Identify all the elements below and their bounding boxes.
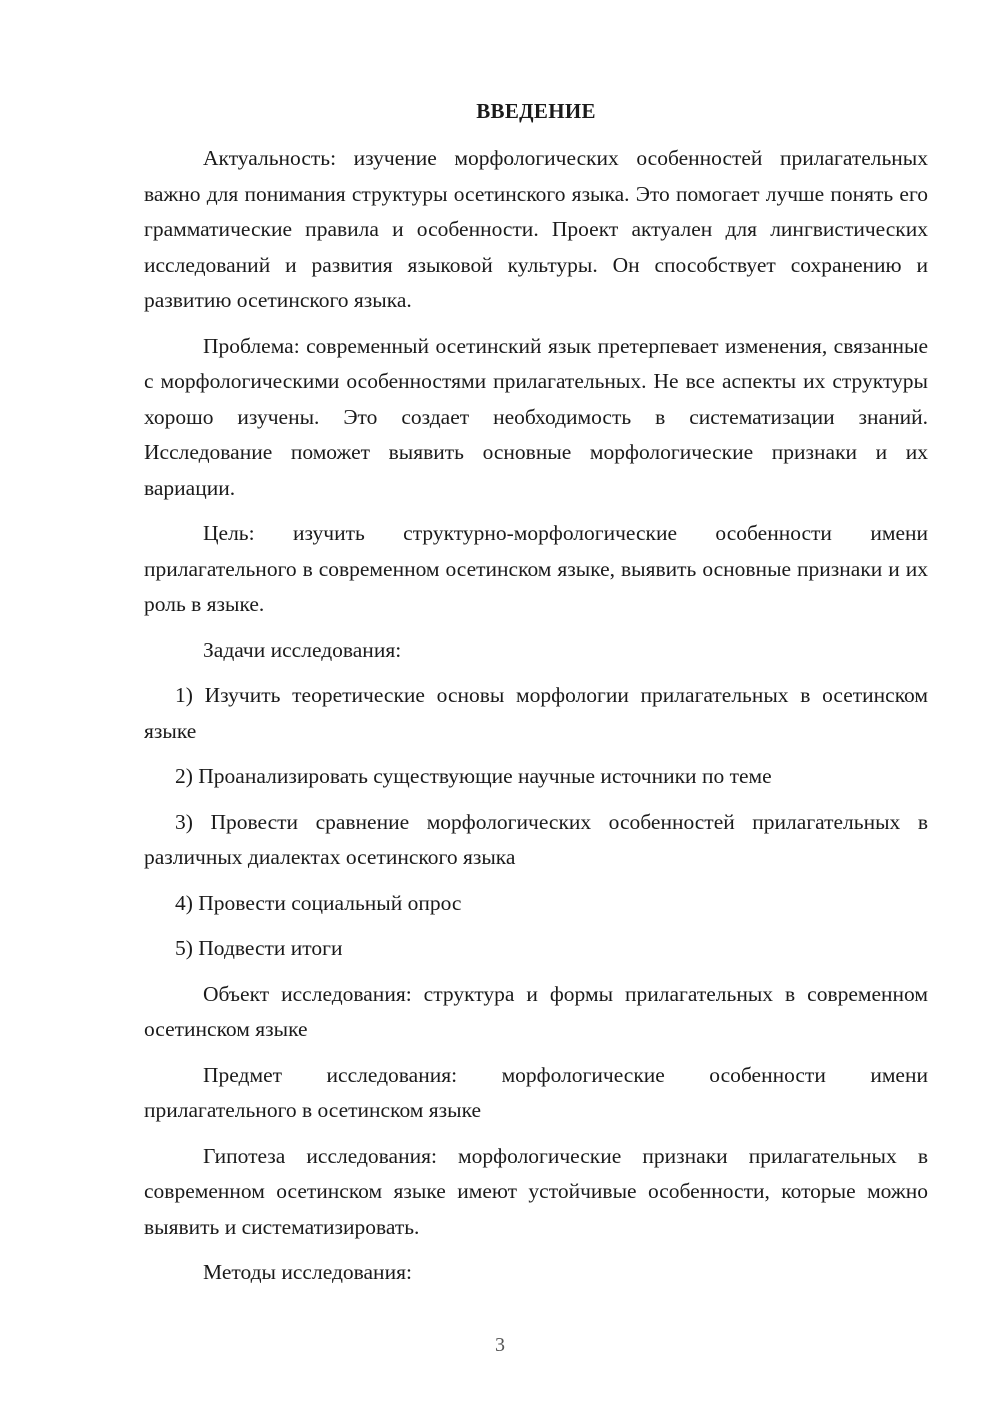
problem-paragraph: Проблема: современный осетинский язык претерпевает изменения, связанные с морфологическими особенностями прилагательных. Не все аспекты их структуры хорошо изучены. Это создает необходимость в систематизации знаний. Исследование поможет выявить основные морфологические признаки и их вариации. <box>144 333 928 500</box>
task-item: 1) Изучить теоретические основы морфологии прилагательных в осетинском языке <box>144 683 928 743</box>
task-item: 5) Подвести итоги <box>175 936 343 960</box>
tasks-heading: Задачи исследования: <box>203 637 402 662</box>
hypothesis-paragraph: Гипотеза исследования: морфологические признаки прилагательных в современном осетинском языке имеют устойчивые особенности, которые можно выявить и систематизировать. <box>144 1143 928 1239</box>
task-item: 3) Провести сравнение морфологических особенностей прилагательных в различных диалектах осетинского языка <box>144 809 928 869</box>
document-page <box>144 96 928 1301</box>
object-paragraph: Объект исследования: структура и формы прилагательных в современном осетинском языке <box>144 981 928 1041</box>
task-item: 4) Провести социальный опрос <box>175 890 462 915</box>
page-number: 3 <box>495 1334 505 1356</box>
subject-paragraph: Предмет исследования: морфологические особенности имени прилагательного в осетинском языке <box>144 1062 928 1122</box>
goal-paragraph: Цель: изучить структурно-морфологические особенности имени прилагательного в современном осетинском языке, выявить основные признаки и их роль в языке. <box>144 521 928 616</box>
relevance-paragraph: Актуальность: изучение морфологических особенностей прилагательных важно для понимания структуры осетинского языка. Это помогает лучше понять его грамматические правила и особенности. Проект актуален для лингвистических исследований и развития языковой культуры. Он способствует сохранению и развитию осетинского языка. <box>144 146 928 312</box>
task-item: 2) Проанализировать существующие научные источники по теме <box>175 764 772 788</box>
methods-heading: Методы исследования: <box>203 1260 412 1284</box>
section-title: ВВЕДЕНИЕ <box>476 99 596 123</box>
